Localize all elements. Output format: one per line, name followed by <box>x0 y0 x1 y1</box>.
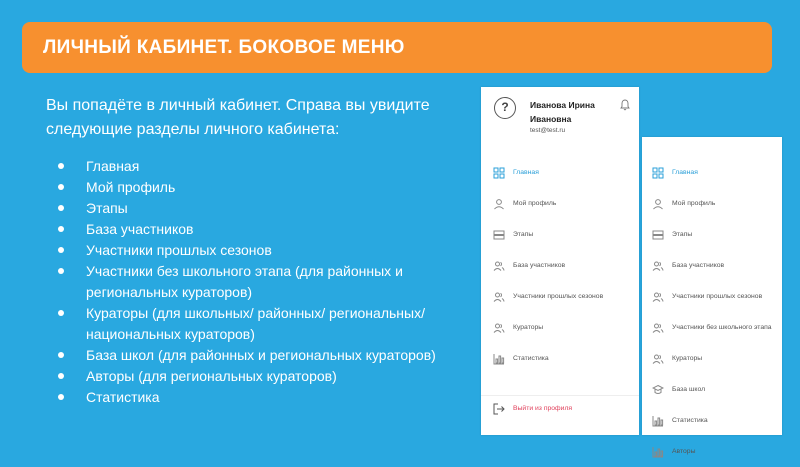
bullet-icon <box>58 205 64 211</box>
sidebar-item-label: Участники прошлых сезонов <box>513 293 604 300</box>
sidebar-item-label: Этапы <box>672 231 693 238</box>
list-item <box>58 219 478 240</box>
user-name: Иванова Ирина Ивановна <box>530 100 595 124</box>
sidebar-item-profile[interactable] <box>481 188 639 219</box>
sidebar-item-curators[interactable] <box>642 343 782 374</box>
bullet-icon <box>58 373 64 379</box>
sidebar-item-label: Мой профиль <box>672 200 716 207</box>
list-item <box>58 366 478 387</box>
sidebar-item-statistics[interactable] <box>642 405 782 436</box>
sidebar-item-label: Статистика <box>513 355 549 362</box>
list-item <box>58 177 478 198</box>
user-icon <box>652 198 664 210</box>
users-icon <box>652 291 664 303</box>
sidebar-item-past-participants[interactable] <box>642 281 782 312</box>
list-item-text: Участники без школьного этапа (для районных и региональных кураторов) <box>86 263 403 300</box>
list-item <box>58 198 478 219</box>
list-item-text: Авторы (для региональных кураторов) <box>86 368 337 384</box>
list-item-text: Этапы <box>86 200 128 216</box>
list-item-text: База школ (для районных и региональных кураторов) <box>86 347 436 363</box>
list-item <box>58 261 478 303</box>
sidebar-item-statistics[interactable] <box>481 343 639 374</box>
grid-icon <box>652 167 664 179</box>
sidebar-item-label: Этапы <box>513 231 534 238</box>
bullet-icon <box>58 352 64 358</box>
list-item <box>58 156 478 177</box>
list-item-text: База участников <box>86 221 194 237</box>
sidebar-menu <box>481 157 639 374</box>
avatar[interactable]: ? <box>494 97 516 119</box>
school-icon <box>652 384 664 396</box>
sidebar-panel-extended <box>642 137 782 455</box>
intro-text: Вы попадёте в личный кабинет. Справа вы увидите следующие разделы личного кабинета: <box>46 97 430 138</box>
sidebar-item-no-school-stage[interactable] <box>642 312 782 343</box>
stages-icon <box>493 229 505 241</box>
sidebar-item-participants[interactable] <box>481 250 639 281</box>
users-icon <box>652 353 664 365</box>
chart-icon <box>652 415 664 427</box>
chart-icon <box>652 446 664 458</box>
sidebar-item-label: База школ <box>672 386 706 393</box>
sidebar-item-past-participants[interactable] <box>481 281 639 312</box>
user-email: test@test.ru <box>530 127 566 134</box>
sidebar-item-label: Кураторы <box>513 324 544 331</box>
sidebar-item-schools[interactable] <box>642 374 782 405</box>
title-bar <box>22 22 772 73</box>
sidebar-item-label: Кураторы <box>672 355 703 362</box>
sidebar-item-label: Главная <box>513 169 539 176</box>
list-item-text: Главная <box>86 158 140 174</box>
list-item-text: Мой профиль <box>86 179 176 195</box>
list-item-text: Кураторы (для школьных/ районных/ региональных/национальных кураторов) <box>86 305 425 342</box>
stages-icon <box>652 229 664 241</box>
sidebar-item-stages[interactable] <box>481 219 639 250</box>
users-icon <box>652 322 664 334</box>
bell-icon[interactable] <box>620 99 630 111</box>
sidebar-item-stages[interactable] <box>642 219 782 250</box>
users-icon <box>652 260 664 272</box>
sidebar-item-label: База участников <box>672 262 725 269</box>
list-item <box>58 303 478 345</box>
sidebar-item-label: Мой профиль <box>513 200 557 207</box>
sections-list <box>58 156 478 408</box>
logout-label: Выйти из профиля <box>513 405 573 412</box>
list-item <box>58 240 478 261</box>
sidebar-item-label: Участники прошлых сезонов <box>672 293 763 300</box>
profile-header <box>481 87 639 147</box>
users-icon <box>493 322 505 334</box>
sidebar-item-participants[interactable] <box>642 250 782 281</box>
grid-icon <box>493 167 505 179</box>
list-item-text: Участники прошлых сезонов <box>86 242 272 258</box>
sidebar-item-curators[interactable] <box>481 312 639 343</box>
bullet-icon <box>58 226 64 232</box>
bullet-icon <box>58 184 64 190</box>
logout-icon <box>493 403 505 415</box>
slide-title: ЛИЧНЫЙ КАБИНЕТ. БОКОВОЕ МЕНЮ <box>43 36 405 58</box>
list-item <box>58 345 478 366</box>
sidebar-panel-profile <box>481 87 639 435</box>
sidebar-item-authors[interactable] <box>642 436 782 467</box>
sidebar-item-home[interactable] <box>481 157 639 188</box>
sidebar-item-label: Авторы <box>672 448 696 455</box>
sidebar-item-label: Статистика <box>672 417 708 424</box>
chart-icon <box>493 353 505 365</box>
logout-button[interactable] <box>481 395 639 421</box>
bullet-icon <box>58 247 64 253</box>
bullet-icon <box>58 163 64 169</box>
sidebar-menu <box>642 157 782 467</box>
users-icon <box>493 260 505 272</box>
bullet-icon <box>58 268 64 274</box>
sidebar-item-label: База участников <box>513 262 566 269</box>
bullet-icon <box>58 394 64 400</box>
list-item-text: Статистика <box>86 389 160 405</box>
sidebar-item-profile[interactable] <box>642 188 782 219</box>
sidebar-item-label: Участники без школьного этапа <box>672 324 772 331</box>
list-item <box>58 387 478 408</box>
user-icon <box>493 198 505 210</box>
sidebar-item-label: Главная <box>672 169 698 176</box>
sidebar-item-home[interactable] <box>642 157 782 188</box>
users-icon <box>493 291 505 303</box>
bullet-icon <box>58 310 64 316</box>
